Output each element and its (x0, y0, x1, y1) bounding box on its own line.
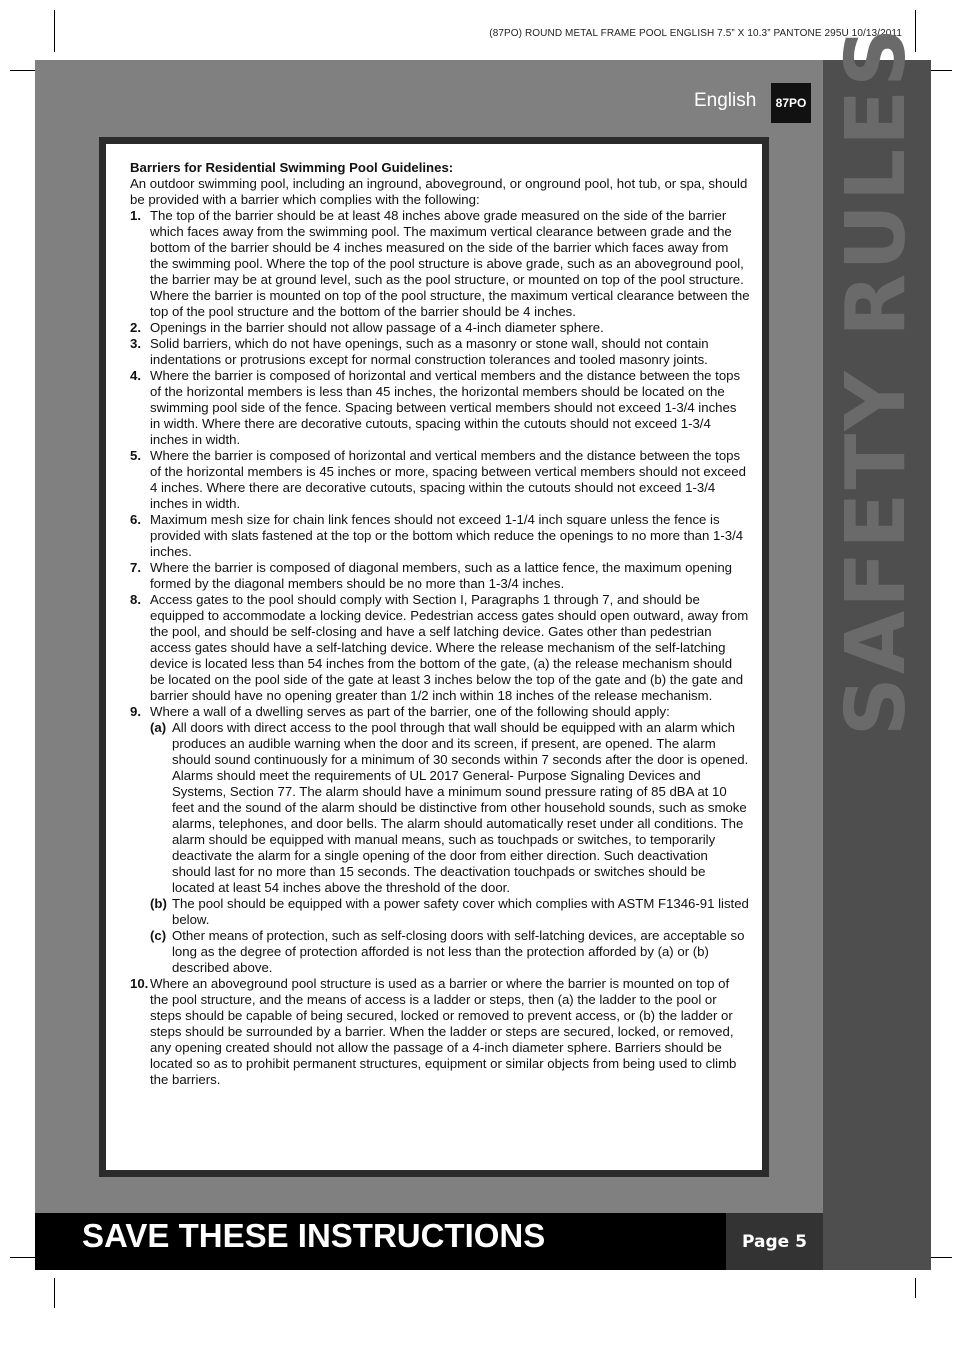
item-number: 9. (130, 704, 141, 719)
list-item (130, 208, 750, 320)
list-item (130, 560, 750, 592)
item-text: Solid barriers, which do not have openings, such as a masonry or stone wall, should not contain indentations or protrusions except for normal construction tolerances and tooled masonry joints. (150, 336, 709, 367)
print-header: (87PO) ROUND METAL FRAME POOL ENGLISH 7.5” X 10.3” PANTONE 295U 10/13/2011 (489, 28, 902, 39)
guidelines-list (130, 208, 750, 1088)
item-number: 2. (130, 320, 141, 335)
list-item (130, 336, 750, 368)
content-panel (106, 144, 762, 1170)
crop-mark (915, 1278, 916, 1298)
sub-item-letter: (b) (150, 896, 167, 911)
sub-item (150, 928, 750, 976)
model-badge: 87PO (771, 83, 811, 123)
item-text: Maximum mesh size for chain link fences should not exceed 1-1/4 inch square unless the fence is provided with slats fastened at the top or the bottom which reduce the openings to no more than 1-3/4 inches. (150, 512, 744, 559)
item-number: 6. (130, 512, 141, 527)
item-text: The top of the barrier should be at least 48 inches above grade measured on the side of the barrier which faces away from the swimming pool. The maximum vertical clearance between grade and the bottom of the barrier should be 4 inches measured on the side of the barrier which faces away from the swimming pool. Where the top of the pool structure is above grade, such as an aboveground pool, the barrier may be at ground level, such as the pool structure, or mounted on top of the pool structure. Where the barrier is mounted on top of the pool structure, the maximum vertical clearance between the top of the pool structure and the bottom of the barrier should be 4 inches. (150, 208, 750, 319)
page-number: Page 5 (742, 1231, 807, 1252)
list-item (130, 320, 750, 336)
item-number: 10. (130, 976, 149, 991)
side-title-container (823, 24, 931, 736)
page-number-box (726, 1213, 823, 1270)
sub-item (150, 720, 750, 896)
sub-item (150, 896, 750, 928)
guidelines-text (130, 160, 750, 1088)
item-number: 5. (130, 448, 141, 463)
item-number: 3. (130, 336, 141, 351)
list-item (130, 448, 750, 512)
content-frame (99, 137, 769, 1177)
item-text: Where the barrier is composed of horizontal and vertical members and the distance between the tops of the horizontal members is 45 inches or more, spacing between vertical members should not exceed 4 inches. Where there are decorative cutouts, spacing within the cutouts should not exceed 1-3/4 inches in width. (150, 448, 746, 511)
language-label: English (694, 90, 757, 111)
item-text: Where a wall of a dwelling serves as part of the barrier, one of the following should apply: (150, 704, 670, 719)
list-item (130, 592, 750, 704)
item-number: 1. (130, 208, 141, 223)
sub-item-text: The pool should be equipped with a power safety cover which complies with ASTM F1346-91 listed below. (172, 896, 749, 927)
crop-mark (54, 1278, 55, 1308)
side-title: SAFETY RULES (829, 24, 925, 736)
sub-item-letter: (a) (150, 720, 167, 735)
guidelines-intro: An outdoor swimming pool, including an inground, aboveground, or onground pool, hot tub, or spa, should be provided with a barrier which complies with the following: (130, 176, 748, 207)
item-text: Where the barrier is composed of diagonal members, such as a lattice fence, the maximum opening formed by the diagonal members should be no more than 1-3/4 inches. (150, 560, 733, 591)
item-number: 8. (130, 592, 141, 607)
item-text: Access gates to the pool should comply with Section I, Paragraphs 1 through 7, and should be equipped to accommodate a locking device. Pedestrian access gates should open outward, away from the pool, and should be self-closing and have a self latching device. Gates other than pedestrian access gates should have a self-latching device. Where the release mechanism of the self-latching device is located less than 54 inches from the bottom of the gate, (a) the release mechanism should be located on the pool side of the gate at least 3 inches below the top of the gate and (b) the gate and barrier should have no opening greater than 1/2 inch within 18 inches of the release mechanism. (150, 592, 749, 703)
item-text: Where the barrier is composed of horizontal and vertical members and the distance between the tops of the horizontal members is less than 45 inches, the horizontal members should be located on the swimming pool side of the fence. Spacing between vertical members should not exceed 1-3/4 inches in width. Where there are decorative cutouts, spacing within the cutouts should not exceed 1-3/4 inches in width. (150, 368, 741, 447)
list-item (130, 976, 750, 1088)
guidelines-heading: Barriers for Residential Swimming Pool Guidelines: (130, 160, 454, 175)
sub-item-letter: (c) (150, 928, 167, 943)
item-text: Where an aboveground pool structure is used as a barrier or where the barrier is mounted on top of the pool structure, and the means of access is a ladder or steps, then (a) the ladder to the pool or steps should be capable of being secured, locked or removed to prevent access, or (b) the ladder or steps should be surrounded by a barrier. When the ladder or steps are secured, locked, or removed, any opening created should not allow the passage of a 4-inch diameter sphere. Barriers should be located so as to prohibit permanent structures, equipment or similar objects from being used to climb the barriers. (150, 976, 737, 1087)
footer-title: SAVE THESE INSTRUCTIONS (82, 1217, 546, 1254)
crop-mark (54, 10, 55, 52)
list-item (130, 512, 750, 560)
item-number: 4. (130, 368, 141, 383)
list-item (130, 704, 750, 976)
sub-item-text: All doors with direct access to the pool through that wall should be equipped with an alarm which produces an audible warning when the door and its screen, if present, are opened. The alarm should sound continuously for a minimum of 30 seconds within 7 seconds after the door is opened. Alarms should meet the requirements of UL 2017 General- Purpose Signaling Devices and Systems, Section 77. The alarm should have a minimum sound pressure rating of 85 dBA at 10 feet and the sound of the alarm should be distinctive from other household sounds, such as smoke alarms, telephones, and door bells. The alarm should automatically reset under all conditions. The alarm should be equipped with manual means, such as touchpads or switches, to temporarily deactivate the alarm for a single opening of the door from either direction. Such deactivation should last for no more than 15 seconds. The deactivation touchpads or switches should be located at least 54 inches above the threshold of the door. (172, 720, 749, 895)
sub-item-text: Other means of protection, such as self-closing doors with self-latching devices, are acceptable so long as the degree of protection afforded is not less than the protection afforded by (a) or (b) described above. (172, 928, 745, 975)
list-item (130, 368, 750, 448)
item-text: Openings in the barrier should not allow passage of a 4-inch diameter sphere. (150, 320, 604, 335)
item-number: 7. (130, 560, 141, 575)
